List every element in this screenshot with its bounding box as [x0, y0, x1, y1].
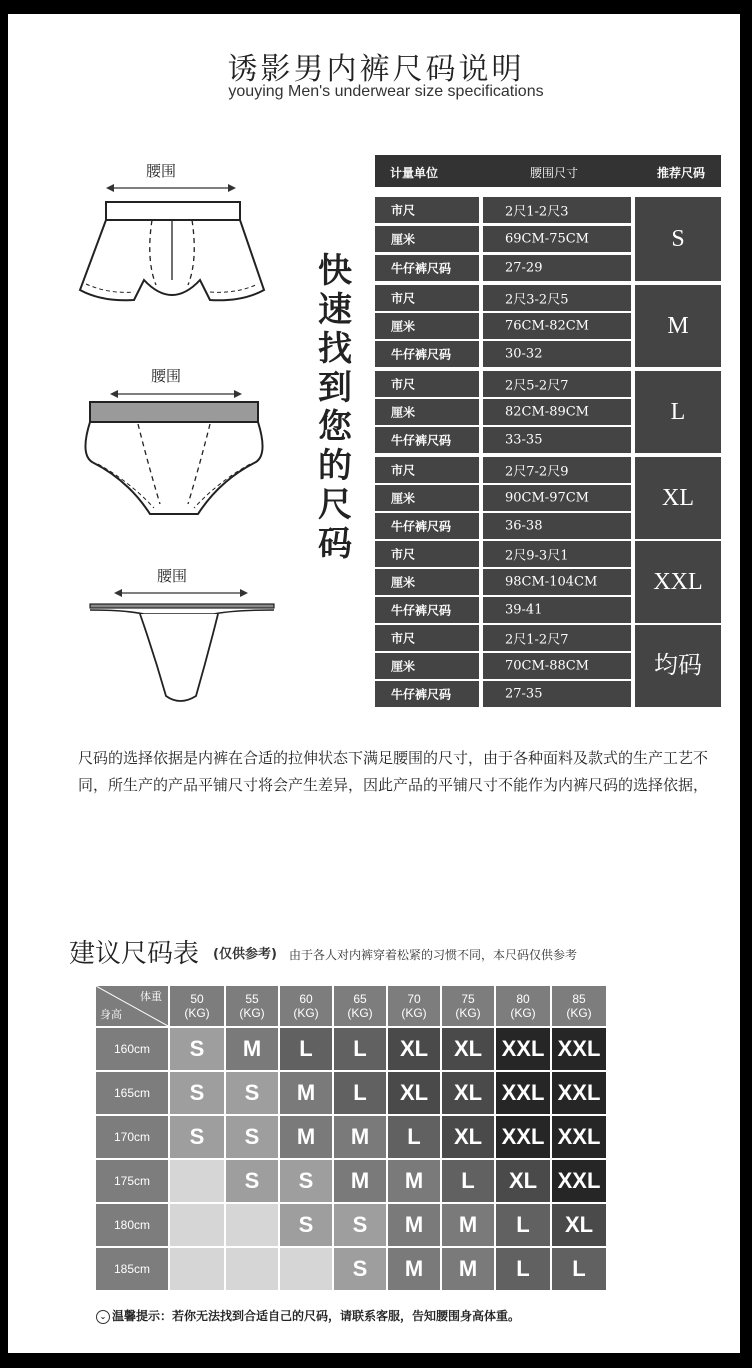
weight-header [334, 986, 386, 1026]
height-label: 170cm [96, 1116, 168, 1158]
vertical-slogan [312, 252, 358, 564]
unit-cell [375, 399, 479, 425]
size-cell: M [388, 1160, 440, 1202]
unit-cell [375, 226, 479, 252]
size-cell: L [388, 1116, 440, 1158]
waist-value-cell [483, 653, 631, 679]
waist-value-text: 2尺5-2尺7 [505, 378, 569, 394]
weight-unit: (KG) [455, 1006, 481, 1020]
size-cell: L [496, 1248, 550, 1290]
weight-value: 65 [353, 992, 367, 1006]
weight-unit: (KG) [239, 1006, 265, 1020]
size-cell: XXL [496, 1072, 550, 1114]
unit-text: 牛仔裤尺码 [391, 603, 452, 618]
size-cell: M [334, 1116, 386, 1158]
chevron-down-circle-icon: ⌄ [96, 1310, 110, 1324]
page-subtitle: youying Men's underwear size specifications [228, 83, 544, 100]
size-cell: M [442, 1204, 494, 1246]
unit-cell [375, 625, 479, 651]
weight-value: 60 [299, 992, 313, 1006]
unit-text: 市尺 [391, 377, 416, 392]
waist-value-cell [483, 569, 631, 595]
waist-value-text: 2尺3-2尺5 [505, 292, 569, 308]
waist-value-cell [483, 485, 631, 511]
grid-corner [96, 986, 168, 1026]
unit-cell [375, 457, 479, 483]
waist-value-cell [483, 457, 631, 483]
unit-text: 厘米 [391, 575, 416, 590]
weight-header [170, 986, 224, 1026]
unit-cell [375, 569, 479, 595]
unit-cell [375, 255, 479, 281]
size-cell: XL [552, 1204, 606, 1246]
slogan-char: 您 [318, 407, 352, 447]
size-cell: S [334, 1248, 386, 1290]
boxer-briefs-diagram [72, 180, 272, 325]
header-size: 推荐尺码 [657, 166, 706, 180]
weight-header [442, 986, 494, 1026]
slogan-char: 尺 [318, 485, 352, 525]
size-cell: S [170, 1072, 224, 1114]
size-cell: XL [496, 1160, 550, 1202]
weight-header [388, 986, 440, 1026]
waist-value-cell [483, 341, 631, 367]
size-cell: S [280, 1204, 332, 1246]
blank-cell [280, 1248, 332, 1290]
unit-text: 牛仔裤尺码 [391, 687, 452, 702]
unit-text: 市尺 [391, 291, 416, 306]
corner-weight-label: 体重 [140, 991, 162, 1003]
slogan-char: 速 [318, 290, 352, 330]
waist-value-cell [483, 427, 631, 453]
slogan-char: 快 [318, 251, 352, 291]
waist-value-text: 70CM-88CM [505, 658, 589, 674]
size-cell: XXL [552, 1160, 606, 1202]
size-cell: S [226, 1072, 278, 1114]
waist-value-cell [483, 681, 631, 707]
header-unit: 计量单位 [390, 166, 439, 180]
header-waist: 腰围尺寸 [530, 166, 579, 180]
waist-value-text: 98CM-104CM [505, 574, 598, 590]
recommended-size-cell: XXL [635, 541, 721, 623]
briefs-diagram [78, 384, 270, 524]
blank-cell [226, 1248, 278, 1290]
size-cell: M [334, 1160, 386, 1202]
unit-cell [375, 427, 479, 453]
size-cell: XXL [496, 1116, 550, 1158]
waist-value-cell [483, 399, 631, 425]
weight-unit: (KG) [401, 1006, 427, 1020]
size-cell: S [170, 1116, 224, 1158]
waist-value-text: 30-32 [505, 346, 543, 362]
waist-value-cell [483, 285, 631, 311]
recommended-size-cell: M [635, 285, 721, 367]
unit-cell [375, 653, 479, 679]
weight-unit: (KG) [293, 1006, 319, 1020]
waist-value-cell [483, 513, 631, 539]
height-label: 180cm [96, 1204, 168, 1246]
waist-value-cell [483, 255, 631, 281]
size-cell: XL [442, 1028, 494, 1070]
weight-unit: (KG) [510, 1006, 536, 1020]
slogan-char: 找 [318, 329, 352, 369]
size-cell: S [226, 1116, 278, 1158]
thong-diagram [84, 584, 280, 708]
unit-text: 市尺 [391, 631, 416, 646]
unit-text: 厘米 [391, 319, 416, 334]
weight-value: 70 [407, 992, 421, 1006]
waist-value-text: 39-41 [505, 602, 543, 618]
recommended-size-cell: L [635, 371, 721, 453]
tip-line [96, 1307, 520, 1324]
weight-header [496, 986, 550, 1026]
blank-cell [226, 1204, 278, 1246]
weight-unit: (KG) [347, 1006, 373, 1020]
weight-unit: (KG) [566, 1006, 592, 1020]
unit-cell [375, 285, 479, 311]
slogan-char: 的 [318, 446, 352, 486]
size-table-header [375, 155, 721, 187]
unit-text: 牛仔裤尺码 [391, 347, 452, 362]
waist-value-cell [483, 541, 631, 567]
unit-cell [375, 313, 479, 339]
unit-cell [375, 341, 479, 367]
waist-value-text: 27-29 [505, 260, 543, 276]
size-cell: S [334, 1204, 386, 1246]
size-cell: L [280, 1028, 332, 1070]
size-cell: XL [388, 1072, 440, 1114]
waist-value-text: 36-38 [505, 518, 543, 534]
weight-value: 85 [572, 992, 586, 1006]
tip-text: 温馨提示：若你无法找到合适自己的尺码，请联系客服，告知腰围身高体重。 [112, 1309, 521, 1323]
size-cell: L [496, 1204, 550, 1246]
weight-value: 55 [245, 992, 259, 1006]
waist-value-text: 2尺7-2尺9 [505, 464, 569, 480]
unit-cell [375, 681, 479, 707]
unit-cell [375, 485, 479, 511]
unit-cell [375, 197, 479, 223]
unit-text: 厘米 [391, 659, 416, 674]
size-cell: L [552, 1248, 606, 1290]
size-cell: L [334, 1072, 386, 1114]
unit-cell [375, 371, 479, 397]
weight-header [226, 986, 278, 1026]
unit-cell [375, 597, 479, 623]
size-cell: L [442, 1160, 494, 1202]
waist-value-text: 90CM-97CM [505, 490, 589, 506]
size-cell: L [334, 1028, 386, 1070]
size-note: 尺码的选择依据是内裤在合适的拉伸状态下满足腰围的尺寸，由于各种面料及款式的生产工艺不同，所生产的产品平铺尺寸将会产生差异，因此产品的平铺尺寸不能作为内裤尺码的选择依据， [78, 749, 709, 794]
size-cell: XL [388, 1028, 440, 1070]
waist-value-text: 82CM-89CM [505, 404, 589, 420]
size-cell: XXL [552, 1072, 606, 1114]
size-cell: XL [442, 1116, 494, 1158]
waist-value-cell [483, 625, 631, 651]
recommend-subtitle-note: 由于各人对内裤穿着松紧的习惯不同，本尺码仅供参考 [289, 948, 578, 962]
waist-value-text: 76CM-82CM [505, 318, 589, 334]
size-cell: M [388, 1248, 440, 1290]
size-cell: S [170, 1028, 224, 1070]
size-cell: M [442, 1248, 494, 1290]
unit-cell [375, 541, 479, 567]
waist-value-cell [483, 371, 631, 397]
recommended-size-cell: S [635, 197, 721, 281]
blank-cell [170, 1160, 224, 1202]
unit-text: 市尺 [391, 203, 416, 218]
waist-value-cell [483, 197, 631, 223]
height-label: 185cm [96, 1248, 168, 1290]
unit-cell [375, 513, 479, 539]
unit-text: 牛仔裤尺码 [391, 261, 452, 276]
size-cell: XXL [552, 1116, 606, 1158]
height-label: 165cm [96, 1072, 168, 1114]
recommended-size-cell: 均码 [635, 625, 721, 707]
corner-height-label: 身高 [100, 1009, 122, 1021]
unit-text: 市尺 [391, 463, 416, 478]
waist-value-text: 2尺9-3尺1 [505, 548, 569, 564]
weight-unit: (KG) [184, 1006, 210, 1020]
recommend-subtitle-ref: (仅供参考) [213, 947, 277, 962]
weight-value: 75 [461, 992, 475, 1006]
waist-value-text: 27-35 [505, 686, 543, 702]
recommend-title: 建议尺码表 [69, 939, 200, 969]
weight-header [552, 986, 606, 1026]
waist-value-text: 69CM-75CM [505, 231, 589, 247]
waist-label-boxer: 腰围 [146, 162, 177, 180]
waist-label-thong: 腰围 [157, 567, 188, 585]
size-cell: M [388, 1204, 440, 1246]
size-cell: XXL [552, 1028, 606, 1070]
waist-value-cell [483, 597, 631, 623]
waist-value-text: 2尺1-2尺7 [505, 632, 569, 648]
blank-cell [170, 1248, 224, 1290]
height-label: 175cm [96, 1160, 168, 1202]
unit-text: 牛仔裤尺码 [391, 519, 452, 534]
recommended-size-cell: XL [635, 457, 721, 539]
waist-value-cell [483, 226, 631, 252]
weight-value: 80 [516, 992, 530, 1006]
size-cell: M [280, 1116, 332, 1158]
size-cell: S [280, 1160, 332, 1202]
slogan-char: 到 [318, 368, 352, 408]
page-title: 诱影男内裤尺码说明 [227, 52, 525, 87]
waist-value-text: 2尺1-2尺3 [505, 204, 569, 220]
weight-header [280, 986, 332, 1026]
unit-text: 市尺 [391, 547, 416, 562]
waist-value-cell [483, 313, 631, 339]
height-label: 160cm [96, 1028, 168, 1070]
waist-label-briefs: 腰围 [151, 367, 182, 385]
unit-text: 厘米 [391, 405, 416, 420]
waist-value-text: 33-35 [505, 432, 543, 448]
size-cell: XL [442, 1072, 494, 1114]
blank-cell [170, 1204, 224, 1246]
unit-text: 厘米 [391, 232, 416, 247]
size-cell: S [226, 1160, 278, 1202]
size-cell: M [226, 1028, 278, 1070]
weight-value: 50 [190, 992, 204, 1006]
unit-text: 厘米 [391, 491, 416, 506]
size-cell: M [280, 1072, 332, 1114]
slogan-char: 码 [318, 524, 352, 564]
size-cell: XXL [496, 1028, 550, 1070]
unit-text: 牛仔裤尺码 [391, 433, 452, 448]
